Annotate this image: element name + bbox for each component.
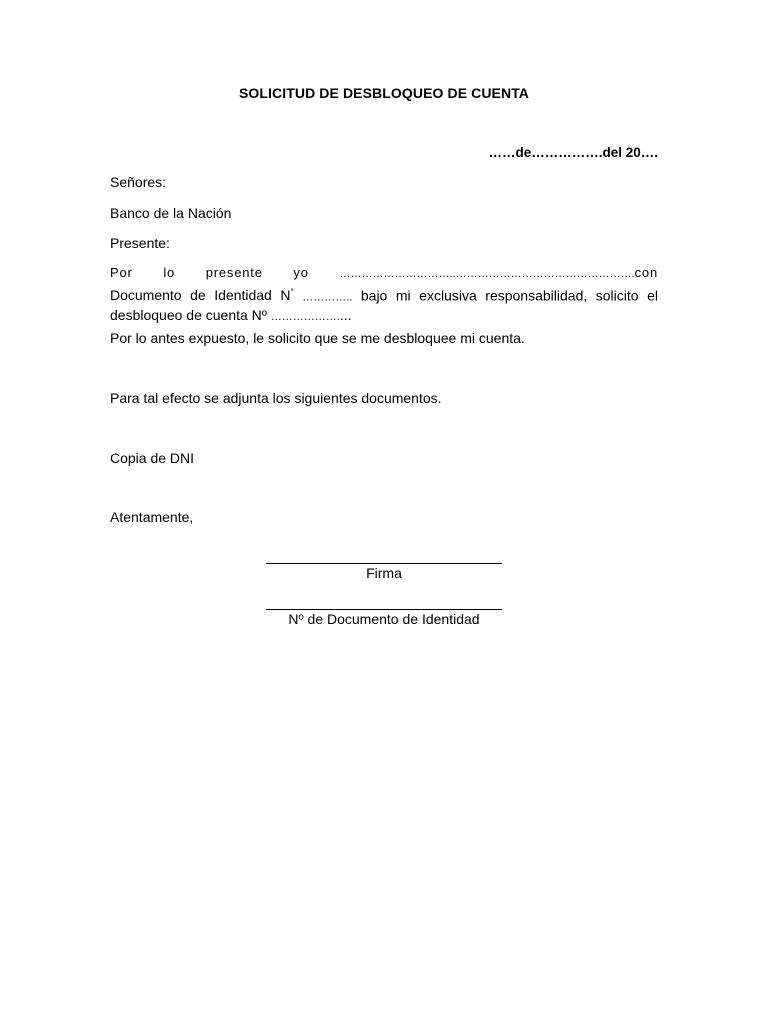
- body-line-1-prefix: Por lo presente yo: [110, 265, 309, 280]
- body-line-2: [110, 284, 658, 307]
- id-label: Nº de Documento de Identidad: [288, 611, 480, 627]
- closing: Atentamente,: [110, 509, 194, 525]
- attachment-item: Copia de DNI: [110, 450, 195, 466]
- body-line-1-suffix: con: [634, 265, 658, 280]
- body-line-3-suffix: ...: [339, 306, 352, 323]
- date-line: ……de…………….del 20….: [488, 145, 658, 160]
- body-line-2-suffix: bajo mi exclusiva responsabilidad, solicito el: [360, 287, 658, 304]
- id-rule: [266, 609, 502, 610]
- present-line: Presente:: [110, 235, 170, 251]
- body-paragraph: [110, 264, 658, 326]
- body-line-3: [110, 307, 658, 327]
- name-blank: …………………………..………………………………………….: [339, 268, 635, 280]
- id-label-text: Documento de Identidad N: [110, 287, 291, 304]
- request-line: Por lo antes expuesto, le solicito que se me desbloquee mi cuenta.: [110, 330, 525, 346]
- signature-block: [266, 563, 502, 581]
- id-block: [266, 609, 502, 627]
- signature-label: Firma: [366, 565, 402, 581]
- document-title: SOLICITUD DE DESBLOQUEO DE CUENTA: [238, 85, 530, 101]
- salutation: Señores:: [110, 174, 167, 190]
- body-line-1: [110, 264, 658, 284]
- signature-rule: [266, 563, 502, 564]
- account-number-blank: ……………….: [270, 310, 340, 323]
- degree-mark: °: [290, 287, 294, 297]
- recipient: Banco de la Nación: [110, 205, 232, 221]
- body-line-2-prefix: [110, 287, 294, 303]
- id-number-blank: …………..: [302, 291, 353, 304]
- body-line-3-prefix: desbloqueo de cuenta Nº: [110, 306, 267, 323]
- attachments-intro: Para tal efecto se adjunta los siguientes documentos.: [110, 390, 442, 406]
